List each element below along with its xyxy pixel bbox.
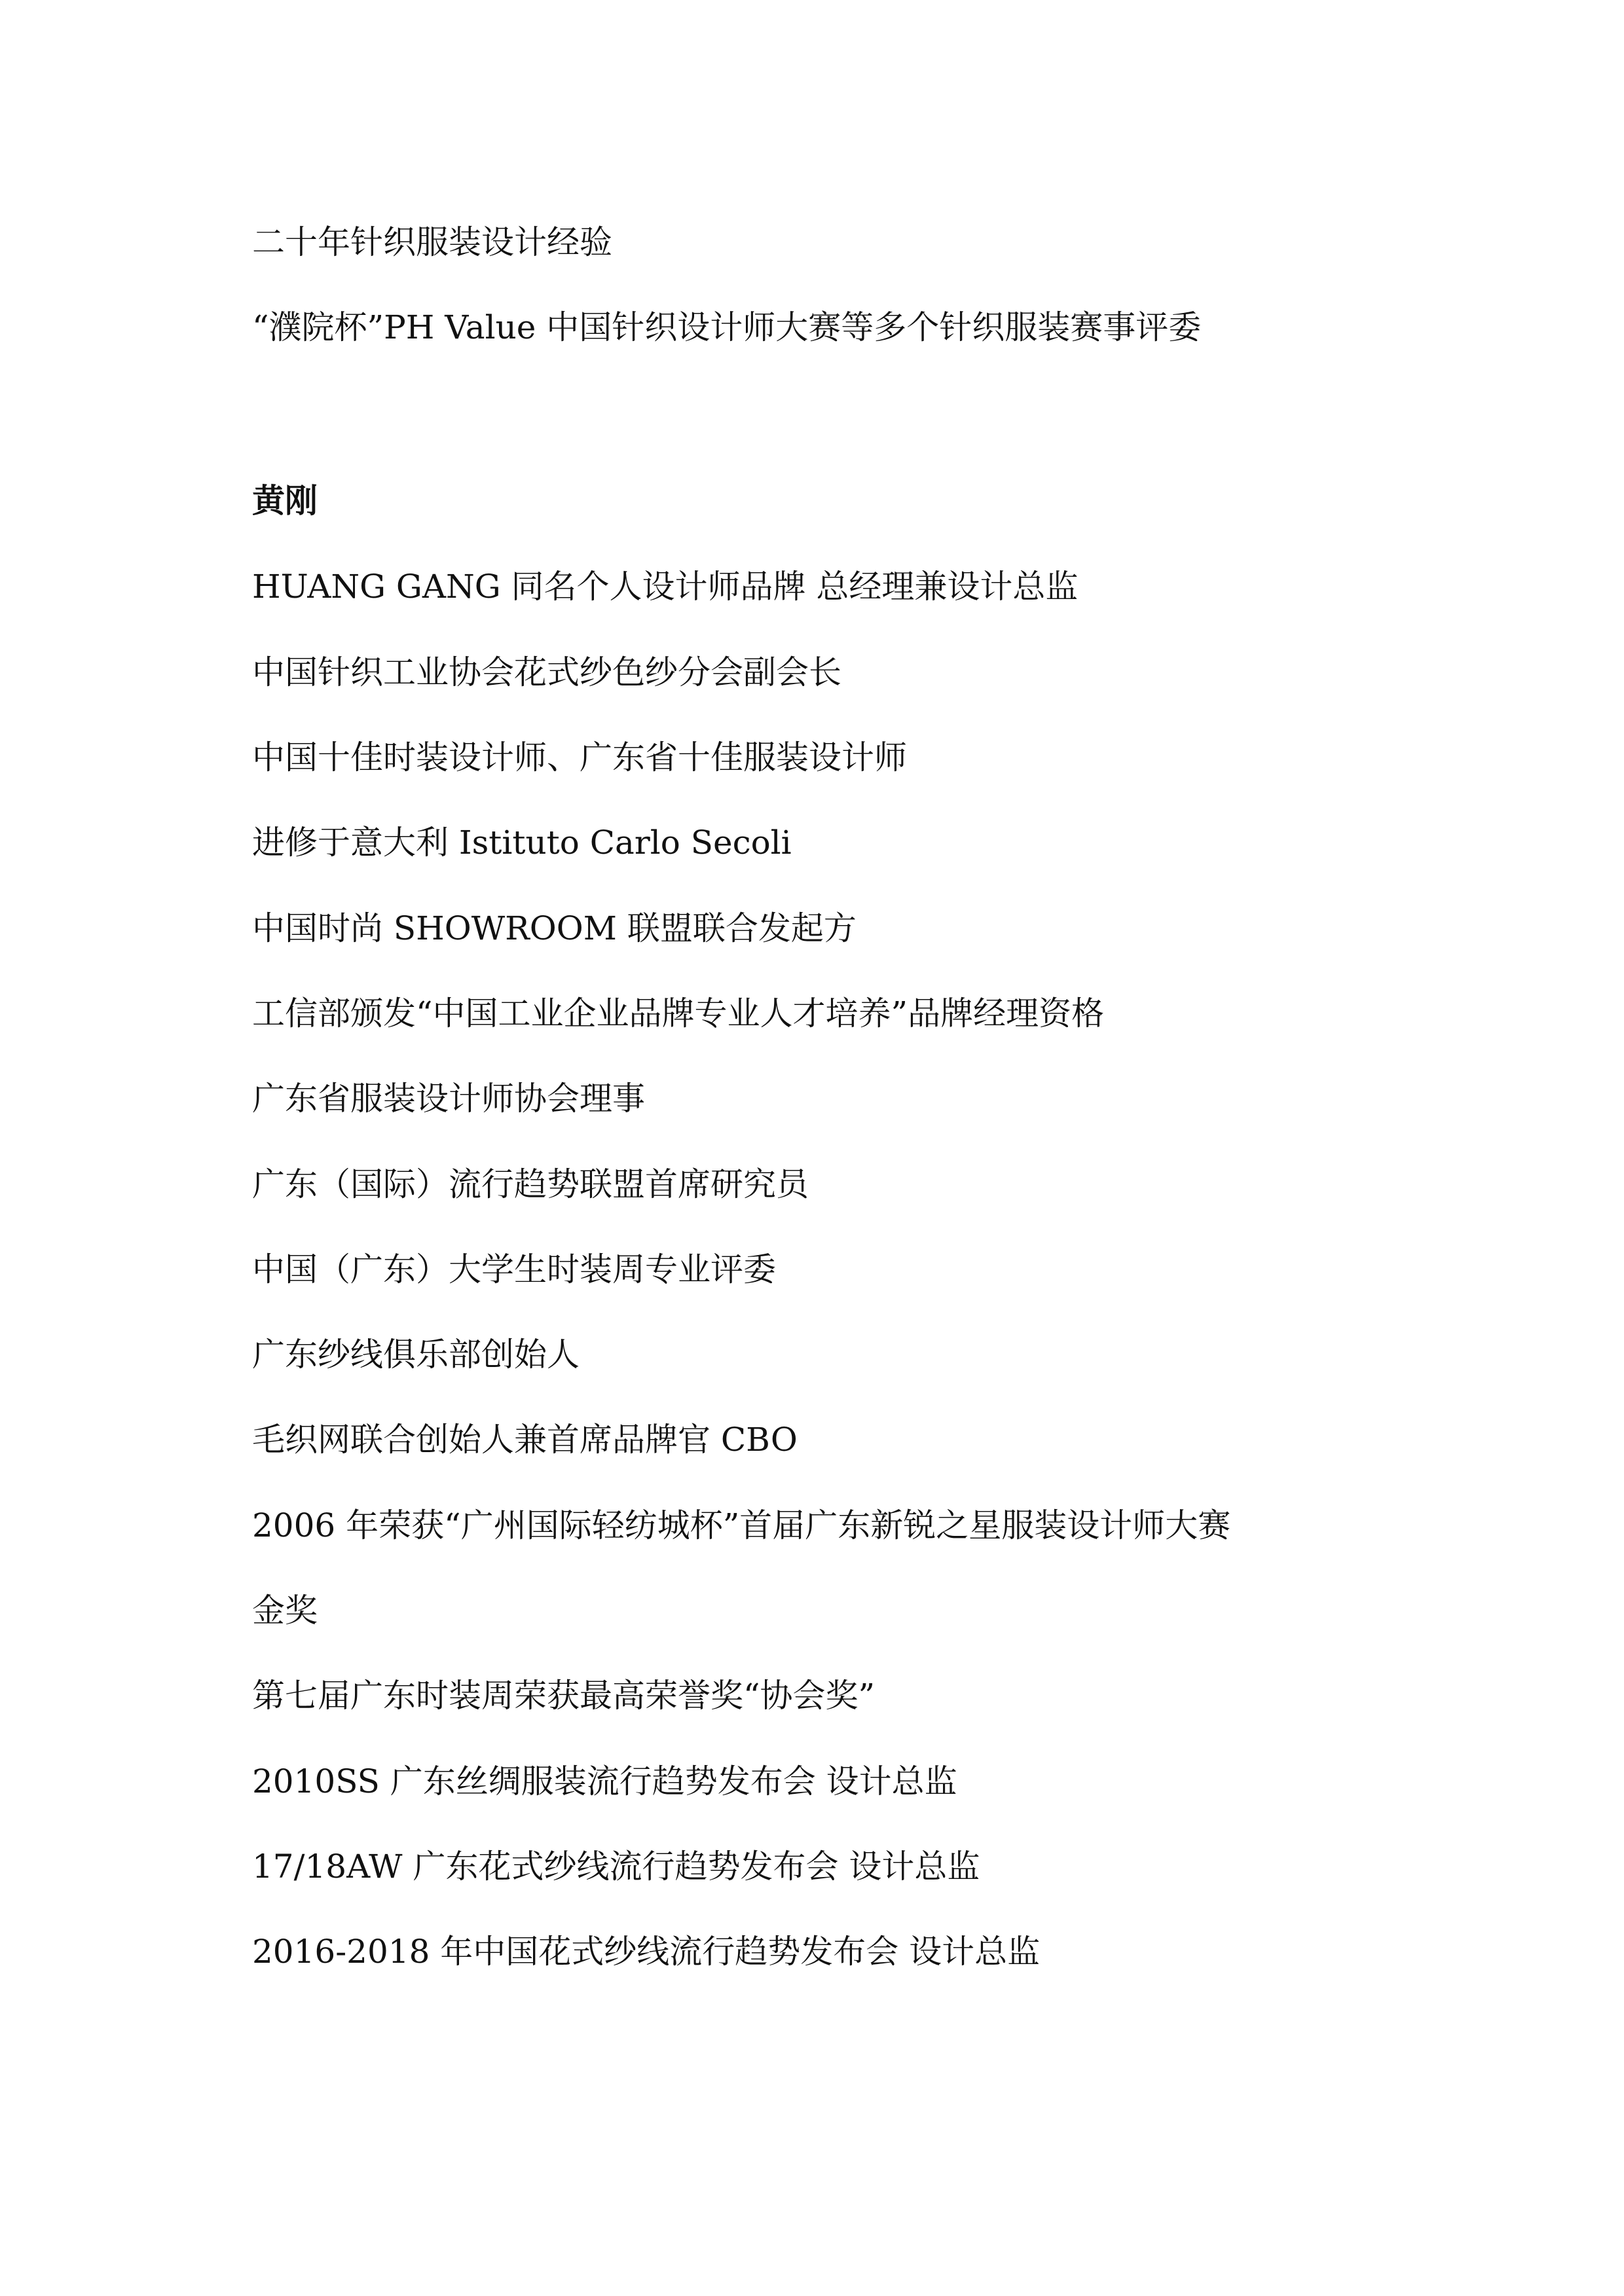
person-name-heading: 黄刚 <box>252 481 318 520</box>
credential-line: 中国十佳时装设计师、广东省十佳服装设计师 <box>252 738 907 776</box>
credential-line: 工信部颁发“中国工业企业品牌专业人才培养”品牌经理资格 <box>252 994 1105 1032</box>
credential-line: 中国时尚 SHOWROOM 联盟联合发起方 <box>252 909 857 947</box>
credential-line: 中国针织工业协会花式纱色纱分会副会长 <box>252 653 841 691</box>
credential-line: 2016-2018 年中国花式纱线流行趋势发布会 设计总监 <box>252 1933 1041 1971</box>
credential-line: 2010SS 广东丝绸服装流行趋势发布会 设计总监 <box>252 1762 957 1800</box>
credential-line: HUANG GANG 同名个人设计师品牌 总经理兼设计总监 <box>252 568 1079 606</box>
credential-line: 2006 年荣获“广州国际轻纺城杯”首届广东新锐之星服装设计师大赛 <box>252 1506 1231 1544</box>
intro-line-judge: “濮院杯”PH Value 中国针织设计师大赛等多个针织服装赛事评委 <box>252 308 1202 346</box>
credential-line: 中国（广东）大学生时装周专业评委 <box>252 1250 776 1288</box>
credential-line: 广东省服装设计师协会理事 <box>252 1080 645 1118</box>
credential-line: 广东（国际）流行趋势联盟首席研究员 <box>252 1165 809 1203</box>
credential-line: 第七届广东时装周荣获最高荣誉奖“协会奖” <box>252 1677 876 1715</box>
credential-line: 17/18AW 广东花式纱线流行趋势发布会 设计总监 <box>252 1848 980 1886</box>
credential-line: 进修于意大利 Istituto Carlo Secoli <box>252 824 792 862</box>
credential-line: 广东纱线俱乐部创始人 <box>252 1336 580 1374</box>
credential-line-continuation: 金奖 <box>252 1592 318 1630</box>
credential-line: 毛织网联合创始人兼首席品牌官 CBO <box>252 1421 798 1459</box>
intro-line-experience: 二十年针织服装设计经验 <box>252 223 612 261</box>
